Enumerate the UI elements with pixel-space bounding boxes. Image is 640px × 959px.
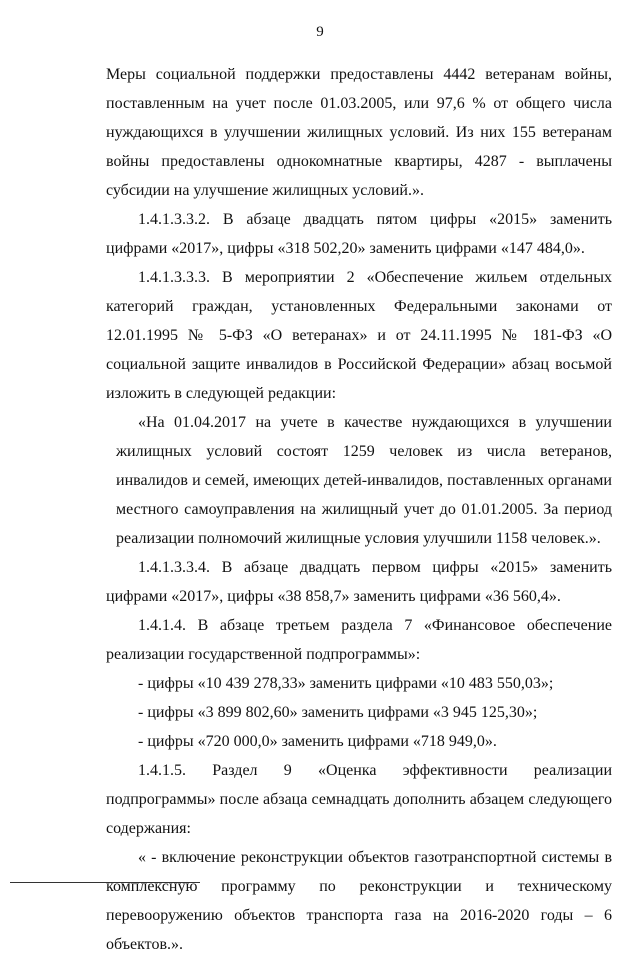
list-item-figures-2: - цифры «3 899 802,60» заменить цифрами «3 945 125,30»; [138,704,538,721]
page-number: 9 [316,24,324,40]
document-body [106,60,612,959]
quoted-paragraph-registry: «На 01.04.2017 на учете в качестве нуждающихся в улучшении жилищных условий состоят 1259 человек из числа ветеранов, инвалидов и семей, имеющих детей-инвалидов, поставленных органами местного самоуправления на жилищный учет до 01.01.2005. За период реализации полномочий жилищные условия улучшили 1158 человек.». [116,414,612,547]
paragraph-1-4-1-4: 1.4.1.4. В абзаце третьем раздела 7 «Финансовое обеспечение реализации государственной подпрограммы»: [106,617,612,663]
paragraph-veterans-support: Меры социальной поддержки предоставлены 4442 ветеранам войны, поставленным на учет после 01.03.2005, или 97,6 % от общего числа нуждающихся в улучшении жилищных условий. Из них 155 ветеранам войны предоставлены однокомнатные квартиры, 4287 - выплачены субсидии на улучшение жилищных условий.». [106,66,612,199]
paragraph-1-4-1-3-3-4: 1.4.1.3.3.4. В абзаце двадцать первом цифры «2015» заменить цифрами «2017», цифры «38 858,7» заменить цифрами «36 560,4». [106,559,612,605]
footnote-divider [10,882,200,883]
paragraph-1-4-1-3-3-3: 1.4.1.3.3.3. В мероприятии 2 «Обеспечение жильем отдельных категорий граждан, установленных Федеральными законами от 12.01.1995 № 5-ФЗ «О ветеранах» и от 24.11.1995 № 181-ФЗ «О социальной защите инвалидов в Российской Федерации» абзац восьмой изложить в следующей редакции: [106,269,612,402]
list-item-figures-1: - цифры «10 439 278,33» заменить цифрами «10 483 550,03»; [138,675,554,692]
list-item-figures-3: - цифры «720 000,0» заменить цифрами «718 949,0». [138,733,497,750]
quoted-paragraph-gas-system: « - включение реконструкции объектов газотранспортной системы в комплексную программу по реконструкции и техническому перевооружению объектов транспорта газа на 2016-2020 годы – 6 объектов.». [106,849,612,953]
paragraph-1-4-1-5: 1.4.1.5. Раздел 9 «Оценка эффективности реализации подпрограммы» после абзаца семнадцать дополнить абзацем следующего содержания: [106,762,612,837]
paragraph-1-4-1-3-3-2: 1.4.1.3.3.2. В абзаце двадцать пятом цифры «2015» заменить цифрами «2017», цифры «318 502,20» заменить цифрами «147 484,0». [106,211,612,257]
